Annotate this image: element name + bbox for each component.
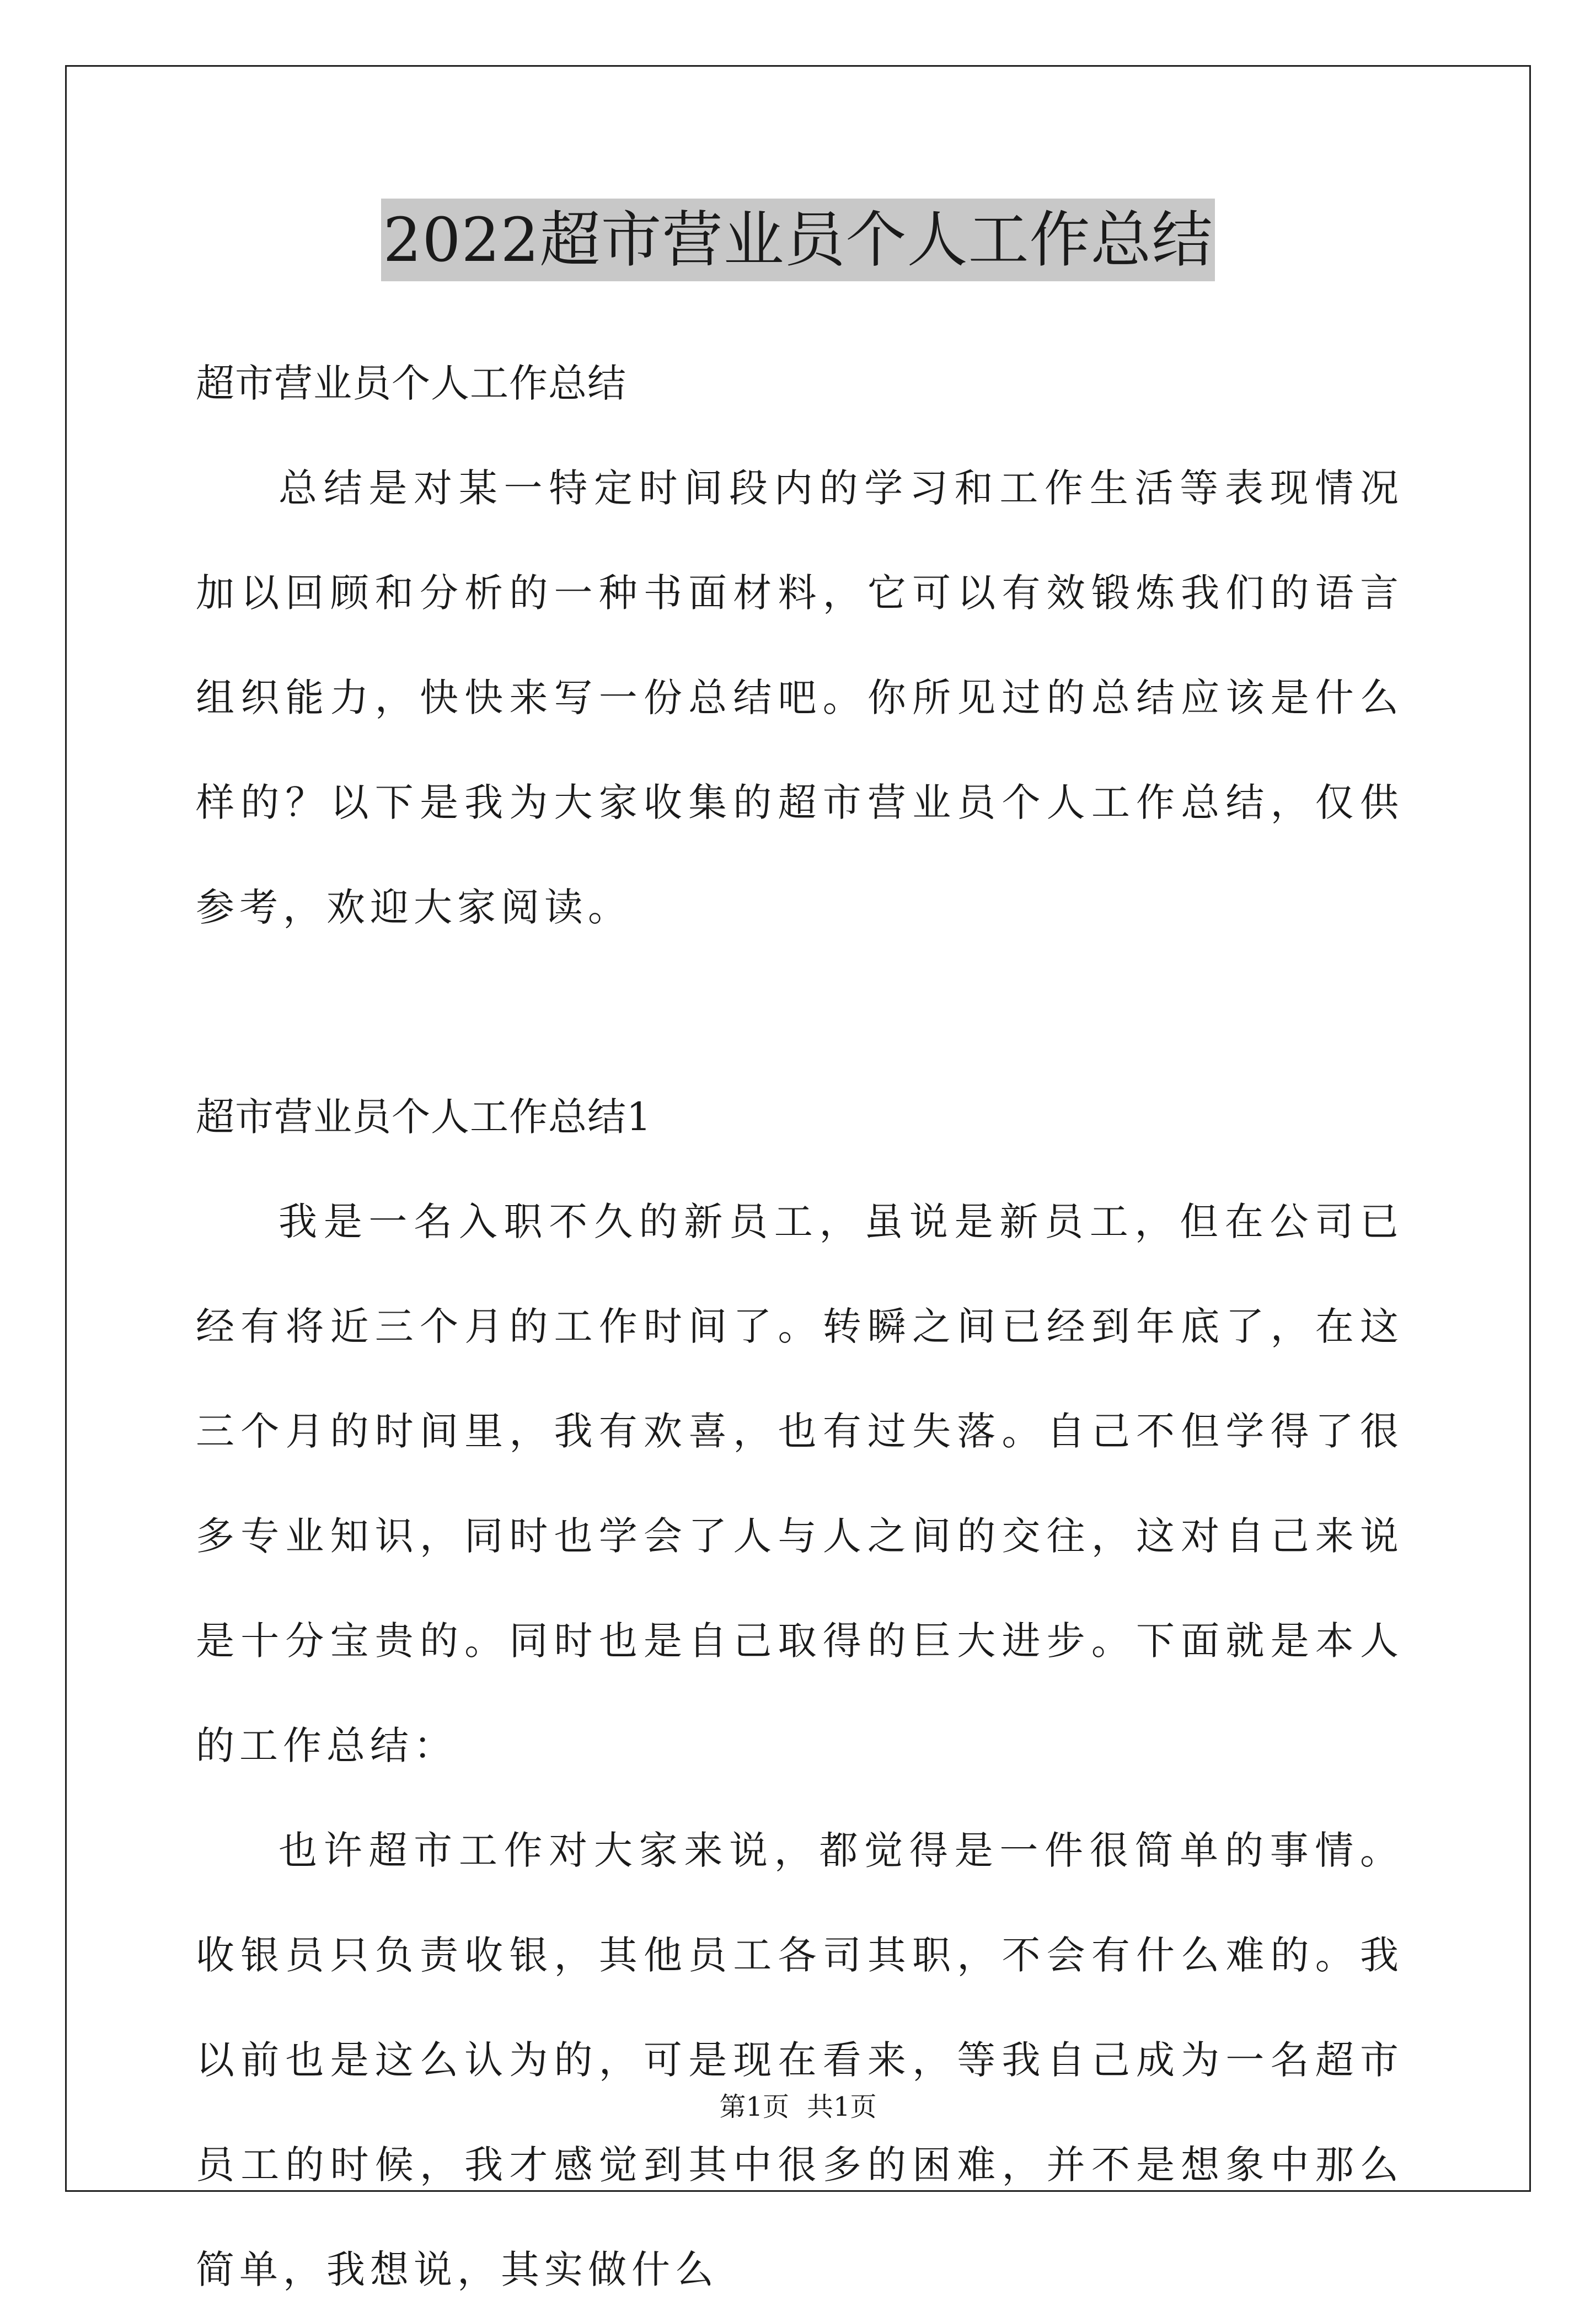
document-body: [196, 331, 1404, 2322]
section-heading: 超市营业员个人工作总结1: [196, 1094, 652, 1139]
intro-paragraph: 总结是对某一特定时间段内的学习和工作生活等表现情况加以回顾和分析的一种书面材料，它可以有效锻炼我们的语言组织能力，快快来写一份总结吧。你所见过的总结应该是什么样的？以下是我为大家收集的超市营业员个人工作总结，仅供参考，欢迎大家阅读。: [196, 466, 1404, 930]
page-footer: [0, 2090, 1596, 2123]
page-number-total: 共1页: [807, 2091, 877, 2122]
page-number-current: 第1页: [719, 2091, 789, 2122]
intro-heading: 超市营业员个人工作总结: [196, 361, 626, 406]
section-paragraph-2: 也许超市工作对大家来说，都觉得是一件很简单的事情。收银员只负责收银，其他员工各司其职，不会有什么难的。我以前也是这么认为的，可是现在看来，等我自己成为一名超市员工的时候，我才感觉到其中很多的困难，并不是想象中那么简单，我想说，其实做什么: [196, 1828, 1404, 2292]
section-paragraph-1: 我是一名入职不久的新员工，虽说是新员工，但在公司已经有将近三个月的工作时间了。转瞬之间已经到年底了，在这三个月的时间里，我有欢喜，也有过失落。自己不但学得了很多专业知识，同时也学会了人与人之间的交往，这对自己来说是十分宝贵的。同时也是自己取得的巨大进步。下面就是本人的工作总结：: [196, 1199, 1404, 1768]
title-container: [0, 199, 1596, 281]
section-spacer: [196, 960, 1404, 1064]
document-title: 2022超市营业员个人工作总结: [381, 199, 1215, 281]
